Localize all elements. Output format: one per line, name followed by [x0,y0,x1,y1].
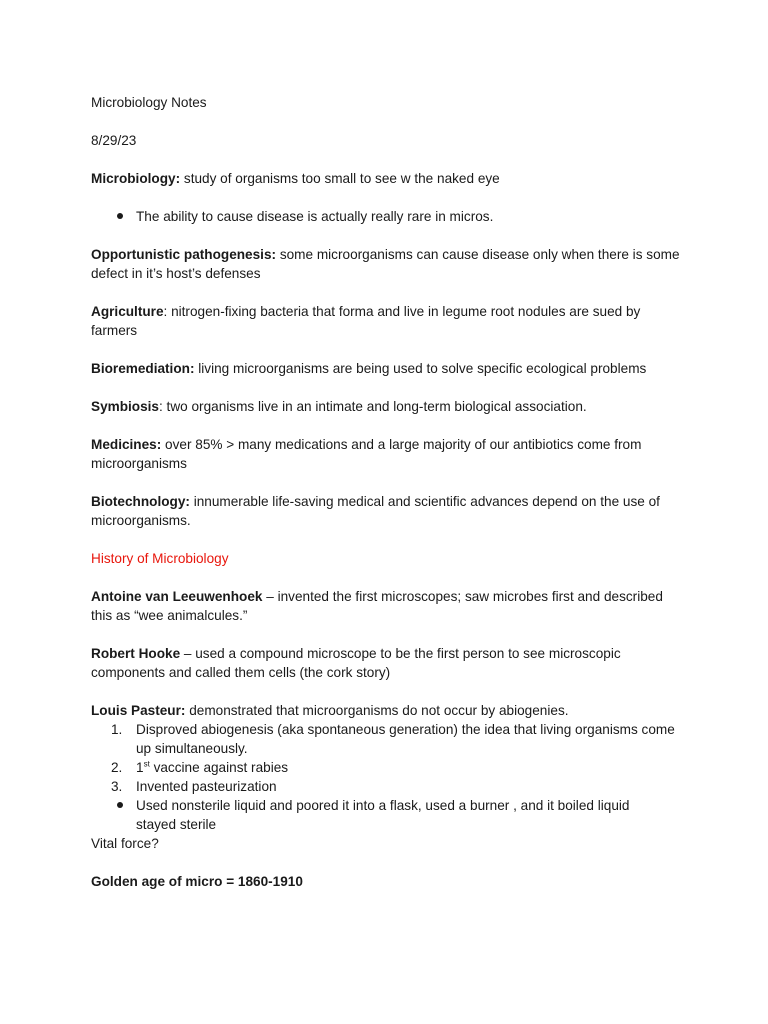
term-biotechnology: Biotechnology: [91,494,190,509]
def-biotechnology-line1: innumerable life-saving medical and scientific advances depend on the use of [189,494,660,509]
bullet-icon [117,213,123,219]
term-bioremediation: Bioremediation: [91,361,195,376]
def-hooke-line1: – used a compound microscope to be the first person to see microscopic [180,646,621,661]
bioremediation-definition [91,359,646,378]
term-pasteur: Louis Pasteur: [91,703,186,718]
term-opportunistic: Opportunistic pathogenesis: [91,247,277,262]
list-marker: 1. [111,722,123,737]
term-leeuwenhoek: Antoine van Leeuwenhoek [91,589,263,604]
def-opportunistic-line2: defect in it’s host’s defenses [91,266,261,281]
vital-force-question: Vital force? [91,836,159,851]
list-item-1-line2: up simultaneously. [136,741,248,756]
microbiology-definition [91,169,500,188]
bullet-icon [117,802,123,808]
term-agriculture: Agriculture [91,304,164,319]
hooke-entry [91,644,621,663]
microbiology-bullet: The ability to cause disease is actually really rare in micros. [136,209,494,224]
symbiosis-definition [91,397,587,416]
term-microbiology: Microbiology: [91,171,181,186]
golden-age-text: Golden age of micro = 1860-1910 [91,874,303,889]
list-item-3: Invented pasteurization [136,779,277,794]
def-symbiosis: : two organisms live in an intimate and long-term biological association. [159,399,587,414]
def-medicines-line1: over 85% > many medications and a large majority of our antibiotics come from [161,437,642,452]
term-hooke: Robert Hooke [91,646,181,661]
doc-title: Microbiology Notes [91,95,207,110]
opportunistic-definition [91,245,680,264]
history-heading: History of Microbiology [91,551,229,566]
def-leeuwenhoek-line1: – invented the first microscopes; saw microbes first and described [262,589,663,604]
list-marker: 2. [111,760,123,775]
biotechnology-definition [91,492,660,511]
def-medicines-line2: microorganisms [91,456,187,471]
pasteur-bullet-line1: Used nonsterile liquid and poored it into a flask, used a burner , and it boiled liquid [136,798,630,813]
golden-age-line [91,872,303,891]
def-agriculture-line1: : nitrogen-fixing bacteria that forma and live in legume root nodules are sued by [163,304,641,319]
doc-date: 8/29/23 [91,133,137,148]
def-microbiology: study of organisms too small to see w the naked eye [180,171,500,186]
def-pasteur: demonstrated that microorganisms do not occur by abiogenies. [185,703,569,718]
pasteur-entry [91,701,569,720]
list-marker: 3. [111,779,123,794]
list-item-2-text: vaccine against rabies [149,760,289,775]
medicines-definition [91,435,641,454]
def-agriculture-line2: farmers [91,323,138,338]
def-biotechnology-line2: microorganisms. [91,513,191,528]
list-item-1-line1: Disproved abiogenesis (aka spontaneous generation) the idea that living organisms come [136,722,675,737]
list-item-2-number: 1 [136,760,144,775]
leeuwenhoek-entry [91,587,663,606]
def-opportunistic-line1: some microorganisms can cause disease only when there is some [276,247,680,262]
def-bioremediation: living microorganisms are being used to solve specific ecological problems [194,361,647,376]
agriculture-definition [91,302,640,321]
def-leeuwenhoek-line2: this as “wee animalcules.” [91,608,248,623]
list-item-2-ordinal: st [143,759,150,769]
pasteur-bullet-line2: stayed sterile [136,817,217,832]
term-medicines: Medicines: [91,437,162,452]
def-hooke-line2: components and called them cells (the cork story) [91,665,391,680]
list-item-2 [136,758,288,777]
term-symbiosis: Symbiosis [91,399,159,414]
